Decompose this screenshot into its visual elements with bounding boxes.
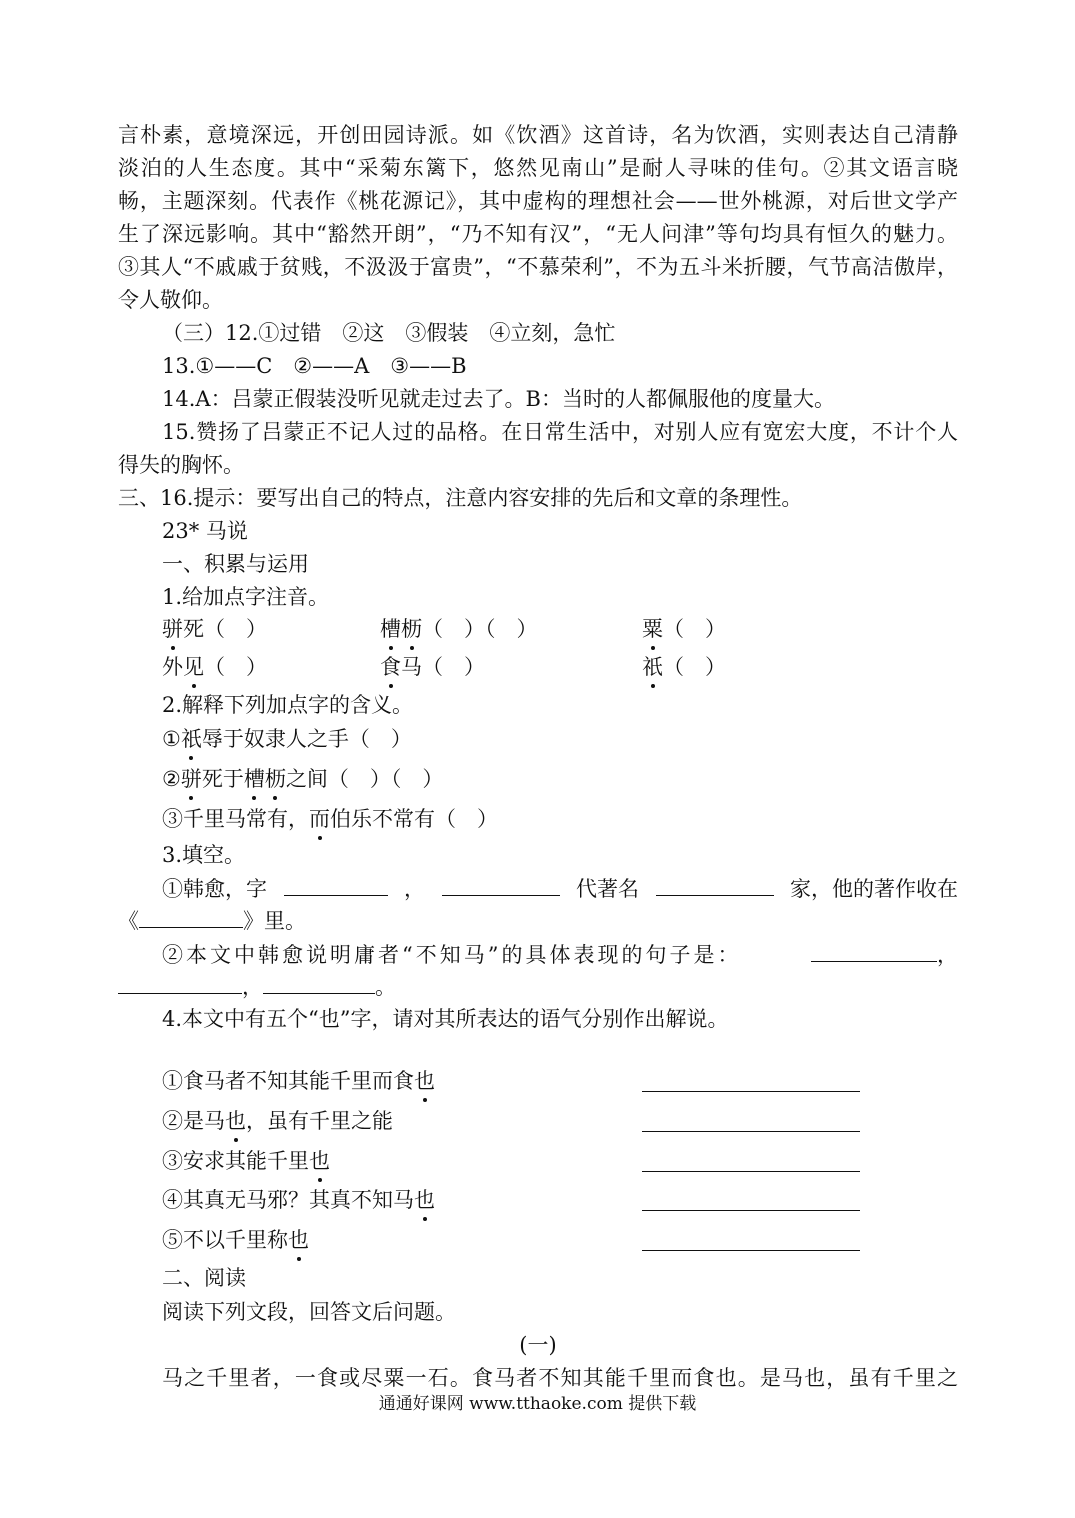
answer-line[interactable] [642,1249,860,1251]
answer-16: 三、16.提示：要写出自己的特点，注意内容安排的先后和文章的条理性。 [118,486,803,510]
question-4-title: 4.本文中有五个“也”字，请对其所表达的语气分别作出解说。 [162,1007,729,1031]
question-3-title: 3.填空。 [162,843,246,867]
text: ， [404,877,425,901]
ye-item: ③安求其能千里也 [162,1144,330,1178]
paragraph-line: 淡泊的人生态度。其中“采菊东篱下，悠然见南山”是耐人寻味的佳句。②其文语言晓 [118,156,958,180]
blank-field[interactable] [263,971,375,994]
reading-instruction: 阅读下列文段，回答文后问题。 [162,1300,456,1324]
fill-blank-line: 《 》里。 [118,904,306,938]
answer-line[interactable] [642,1130,860,1132]
footer-credit: 通通好课网 www.tthaoke.com 提供下载 [378,1394,697,1414]
answer-line[interactable] [642,1209,860,1211]
paragraph-line: 生了深远影响。其中“豁然开朗”，“乃不知有汉”，“无人问津”等句均具有恒久的魅力。 [118,222,958,246]
answer-line[interactable] [642,1170,860,1172]
answer-13: 13.①——C ②——A ③——B [162,354,467,378]
definition-item: ②骈死于槽枥之间（ ）（ ） [162,762,443,796]
paragraph-line: 令人敬仰。 [118,288,223,312]
section-heading-1: 一、积累与运用 [162,552,309,576]
question-1-title: 1.给加点字注音。 [162,585,330,609]
blank-field[interactable] [118,971,242,994]
pinyin-item: 外见（ ） [162,650,267,684]
definition-item: ①祇辱于奴隶人之手（ ） [162,722,412,756]
blank-field[interactable] [442,873,560,896]
ye-item: ②是马也，虽有千里之能 [162,1104,393,1138]
text: 家，他的著作收在 [790,877,958,901]
answer-line[interactable] [642,1090,860,1092]
answer-14: 14.A：吕蒙正假装没听见就走过去了。B：当时的人都佩服他的度量大。 [162,387,835,411]
pinyin-item: 祇（ ） [642,650,726,684]
paragraph-line: 畅，主题深刻。代表作《桃花源记》，其中虚构的理想社会——世外桃源，对后世文学产 [118,189,958,213]
blank-field[interactable] [656,873,774,896]
lesson-title: 23* 马说 [162,519,248,543]
fill-blank-line: ， 。 [118,970,396,1004]
pinyin-item: 骈死（ ） [162,612,267,646]
fill-blank-line [162,872,958,906]
paragraph-line: 言朴素，意境深远，开创田园诗派。如《饮酒》这首诗，名为饮酒，实则表达自己清静 [118,123,958,147]
pinyin-item: 槽枥（ ）（ ） [380,612,538,646]
fill-blank-line: ②本文中韩愈说明庸者“不知马”的具体表现的句子是： ， [162,938,958,972]
blank-field[interactable] [284,873,388,896]
section-heading-2: 二、阅读 [162,1266,246,1290]
text: ①韩愈，字 [162,877,267,901]
passage-line: 马之千里者，一食或尽粟一石。食马者不知其能千里而食也。是马也，虽有千里之 [162,1366,958,1390]
text: ②本文中韩愈说明庸者“不知马”的具体表现的句子是： [162,943,742,967]
answer-12: （三）12.①过错 ②这 ③假装 ④立刻，急忙 [162,321,616,345]
text: 代著名 [576,877,639,901]
answer-15-line1: 15.赞扬了吕蒙正不记人过的品格。在日常生活中，对别人应有宽宏大度，不计个人 [162,420,958,444]
answer-15-line2: 得失的胸怀。 [118,453,244,477]
question-2-title: 2.解释下列加点字的含义。 [162,693,414,717]
blank-field[interactable] [139,905,243,928]
part-label: (一) [519,1333,557,1357]
blank-field[interactable] [811,939,937,962]
ye-item: ④其真无马邪？其真不知马也 [162,1183,435,1217]
definition-item: ③千里马常有，而伯乐不常有（ ） [162,802,498,836]
pinyin-item: 粟（ ） [642,612,726,646]
pinyin-item: 食马（ ） [380,650,485,684]
paragraph-line: ③其人“不戚戚于贫贱，不汲汲于富贵”，“不慕荣利”，不为五斗米折腰，气节高洁傲岸， [118,255,958,279]
ye-item: ⑤不以千里称也 [162,1223,309,1257]
ye-item: ①食马者不知其能千里而食也 [162,1064,435,1098]
